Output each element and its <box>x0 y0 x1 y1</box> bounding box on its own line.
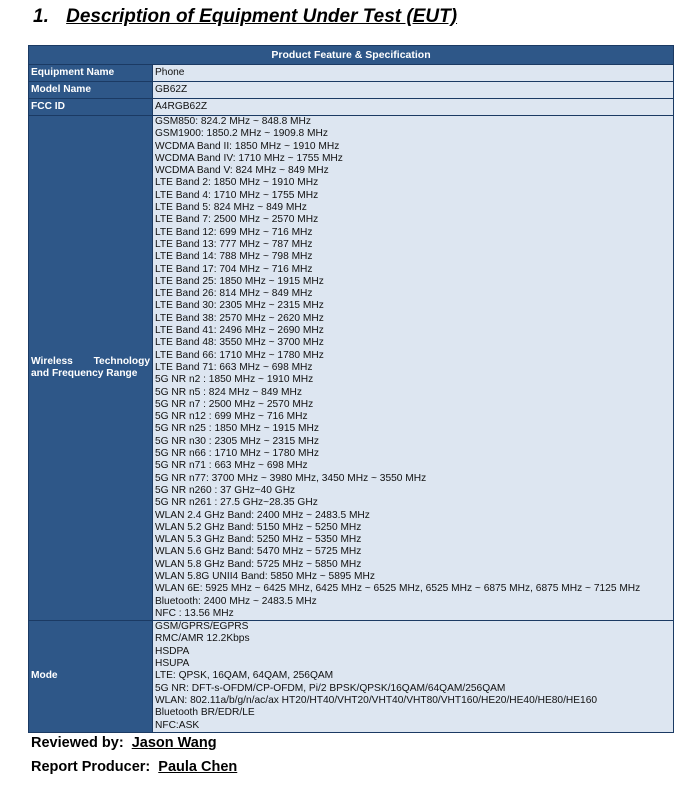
frequency-line: GSM850: 824.2 MHz ~ 848.8 MHz <box>155 116 311 127</box>
table-row <box>29 82 674 99</box>
wireless-frequency-list <box>153 116 674 621</box>
model-name-label: Model Name <box>29 82 153 99</box>
frequency-line: WLAN 5.2 GHz Band: 5150 MHz ~ 5250 MHz <box>155 521 362 533</box>
table-row <box>29 116 674 621</box>
frequency-line: 5G NR n66 : 1710 MHz ~ 1780 MHz <box>155 448 319 460</box>
frequency-line: LTE Band 13: 777 MHz ~ 787 MHz <box>155 238 313 250</box>
frequency-line: LTE Band 12: 699 MHz ~ 716 MHz <box>155 226 313 238</box>
frequency-line: LTE Band 48: 3550 MHz ~ 3700 MHz <box>155 337 324 349</box>
frequency-line: 5G NR n25 : 1850 MHz ~ 1915 MHz <box>155 423 319 435</box>
section-heading <box>33 6 457 28</box>
model-name-value: GB62Z <box>153 82 674 99</box>
frequency-line: WLAN 2.4 GHz Band: 2400 MHz ~ 2483.5 MHz <box>155 509 370 521</box>
frequency-line: LTE Band 17: 704 MHz ~ 716 MHz <box>155 263 313 275</box>
frequency-line: WCDMA Band II: 1850 MHz ~ 1910 MHz <box>155 140 340 152</box>
frequency-line: 5G NR n261 : 27.5 GHz~28.35 GHz <box>155 497 318 509</box>
frequency-line: 5G NR n5 : 824 MHz ~ 849 MHz <box>155 386 302 398</box>
frequency-line: NFC : 13.56 MHz <box>155 607 234 619</box>
mode-line: RMC/AMR 12.2Kbps <box>155 633 250 645</box>
frequency-line: LTE Band 25: 1850 MHz ~ 1915 MHz <box>155 275 324 287</box>
frequency-line: LTE Band 38: 2570 MHz ~ 2620 MHz <box>155 312 324 324</box>
frequency-line: 5G NR n260 : 37 GHz~40 GHz <box>155 484 296 496</box>
frequency-line: LTE Band 7: 2500 MHz ~ 2570 MHz <box>155 214 319 226</box>
mode-line: NFC:ASK <box>155 719 200 731</box>
table-row <box>29 621 674 733</box>
report-producer <box>31 759 237 775</box>
mode-line: 5G NR: DFT-s-OFDM/CP-OFDM, Pi/2 BPSK/QPSK/16QAM/64QAM/256QAM <box>155 682 506 694</box>
frequency-line: LTE Band 4: 1710 MHz ~ 1755 MHz <box>155 189 319 201</box>
table-row <box>29 65 674 82</box>
frequency-line: Bluetooth: 2400 MHz ~ 2483.5 MHz <box>155 595 317 607</box>
frequency-line: 5G NR n77: 3700 MHz ~ 3980 MHz, 3450 MHz ~ 3550 MHz <box>155 472 427 484</box>
equipment-name-label: Equipment Name <box>29 65 153 82</box>
mode-line: LTE: QPSK, 16QAM, 64QAM, 256QAM <box>155 670 334 682</box>
frequency-line: 5G NR n2 : 1850 MHz ~ 1910 MHz <box>155 374 314 386</box>
table-row <box>29 99 674 116</box>
section-title: Description of Equipment Under Test (EUT) <box>66 6 458 27</box>
spec-table <box>28 45 674 733</box>
frequency-line: 5G NR n30 : 2305 MHz ~ 2315 MHz <box>155 435 319 447</box>
frequency-line: GSM1900: 1850.2 MHz ~ 1909.8 MHz <box>155 128 328 140</box>
mode-line: HSDPA <box>155 645 190 657</box>
fcc-id-value: A4RGB62Z <box>153 99 674 116</box>
reviewed-by <box>31 735 217 751</box>
frequency-line: 5G NR n7 : 2500 MHz ~ 2570 MHz <box>155 398 314 410</box>
frequency-line: LTE Band 66: 1710 MHz ~ 1780 MHz <box>155 349 324 361</box>
section-number: 1. <box>33 6 49 27</box>
report-producer-label: Report Producer: <box>31 759 151 775</box>
mode-label: Mode <box>29 621 153 733</box>
equipment-name-value: Phone <box>153 65 674 82</box>
frequency-line: LTE Band 26: 814 MHz ~ 849 MHz <box>155 288 313 300</box>
mode-line: GSM/GPRS/EGPRS <box>155 621 249 633</box>
frequency-line: WLAN 5.6 GHz Band: 5470 MHz ~ 5725 MHz <box>155 546 362 558</box>
frequency-line: 5G NR n71 : 663 MHz ~ 698 MHz <box>155 460 308 472</box>
mode-line: Bluetooth BR/EDR/LE <box>155 707 255 719</box>
frequency-line: LTE Band 2: 1850 MHz ~ 1910 MHz <box>155 177 319 189</box>
frequency-line: LTE Band 41: 2496 MHz ~ 2690 MHz <box>155 325 324 337</box>
mode-line: WLAN: 802.11a/b/g/n/ac/ax HT20/HT40/VHT20/VHT40/VHT80/VHT160/HE20/HE40/HE80/HE160 <box>155 694 598 706</box>
frequency-line: LTE Band 71: 663 MHz ~ 698 MHz <box>155 361 313 373</box>
frequency-line: WLAN 5.8 GHz Band: 5725 MHz ~ 5850 MHz <box>155 558 362 570</box>
table-header: Product Feature & Specification <box>29 46 674 65</box>
reviewed-by-label: Reviewed by: <box>31 735 124 751</box>
frequency-line: LTE Band 5: 824 MHz ~ 849 MHz <box>155 202 307 214</box>
frequency-line: WLAN 5.8G UNII4 Band: 5850 MHz ~ 5895 MHz <box>155 570 375 582</box>
frequency-line: LTE Band 14: 788 MHz ~ 798 MHz <box>155 251 313 263</box>
producer-name: Paula Chen <box>158 759 238 775</box>
frequency-line: WLAN 6E: 5925 MHz ~ 6425 MHz, 6425 MHz ~ 6525 MHz, 6525 MHz ~ 6875 MHz, 6875 MHz ~ 7125 MHz <box>155 583 641 595</box>
mode-line: HSUPA <box>155 658 190 670</box>
frequency-line: WLAN 5.3 GHz Band: 5250 MHz ~ 5350 MHz <box>155 534 362 546</box>
frequency-line: LTE Band 30: 2305 MHz ~ 2315 MHz <box>155 300 324 312</box>
wireless-technology-label: Wireless Technology and Frequency Range <box>29 116 153 621</box>
fcc-id-label: FCC ID <box>29 99 153 116</box>
frequency-line: WCDMA Band IV: 1710 MHz ~ 1755 MHz <box>155 152 343 164</box>
frequency-line: WCDMA Band V: 824 MHz ~ 849 MHz <box>155 165 329 177</box>
frequency-line: 5G NR n12 : 699 MHz ~ 716 MHz <box>155 411 308 423</box>
reviewer-name: Jason Wang <box>131 735 217 751</box>
mode-list <box>153 621 674 733</box>
